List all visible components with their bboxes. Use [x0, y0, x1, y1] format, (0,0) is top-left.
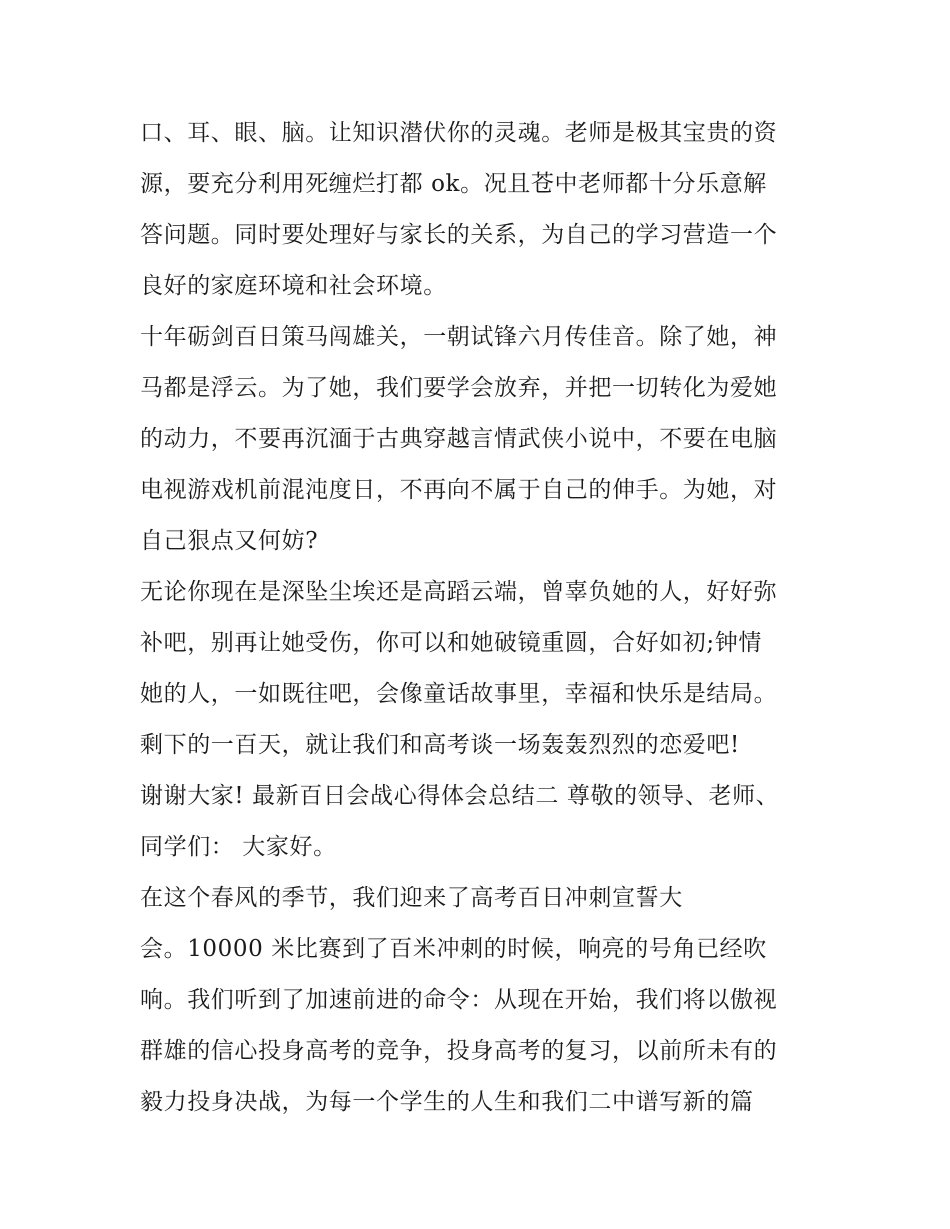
text-line: 毅力投身决战，为每一个学生的人生和我们二中谱写新的篇: [140, 1089, 754, 1115]
text-line: 源，要充分利用死缠烂打都 ok。况且苍中老师都十分乐意解: [140, 171, 767, 197]
text-line: 同学们： 大家好。: [140, 834, 337, 860]
text-line: 电视游戏机前混沌度日，不再向不属于自己的伸手。为她，对: [140, 477, 778, 503]
text-line: 补吧，别再让她受伤，你可以和她破镜重圆，合好如初;钟情: [140, 630, 762, 656]
text-line: 的动力，不要再沉湎于古典穿越言情武侠小说中，不要在电脑: [140, 426, 778, 452]
text-line: 答问题。同时要处理好与家长的关系，为自己的学习营造一个: [140, 222, 778, 248]
text-line: 无论你现在是深坠尘埃还是高蹈云端，曾辜负她的人，好好弥: [140, 579, 778, 605]
text-line: 她的人，一如既往吧，会像童话故事里，幸福和快乐是结局。: [140, 681, 778, 707]
text-line: 自己狠点又何妨?: [140, 528, 319, 554]
text-line: 剩下的一百天，就让我们和高考谈一场轰轰烈烈的恋爱吧!: [140, 732, 740, 758]
text-line: 群雄的信心投身高考的竞争，投身高考的复习，以前所未有的: [140, 1038, 778, 1064]
document-body: [140, 108, 820, 1128]
text-line: 谢谢大家! 最新百日会战心得体会总结二 尊敬的领导、老师、: [140, 783, 780, 809]
text-line: 马都是浮云。为了她，我们要学会放弃，并把一切转化为爱她: [140, 375, 778, 401]
text-line: 良好的家庭环境和社会环境。: [140, 273, 447, 299]
text-line: 会。10000 米比赛到了百米冲刺的时候，响亮的号角已经吹: [140, 936, 767, 962]
text-line: 口、耳、眼、脑。让知识潜伏你的灵魂。老师是极其宝贵的资: [140, 120, 778, 146]
text-line: 在这个春风的季节，我们迎来了高考百日冲刺宣誓大: [140, 885, 683, 911]
text-line: 响。我们听到了加速前进的命令：从现在开始，我们将以傲视: [140, 987, 778, 1013]
text-line: 十年砺剑百日策马闯雄关，一朝试锋六月传佳音。除了她，神: [140, 324, 778, 350]
